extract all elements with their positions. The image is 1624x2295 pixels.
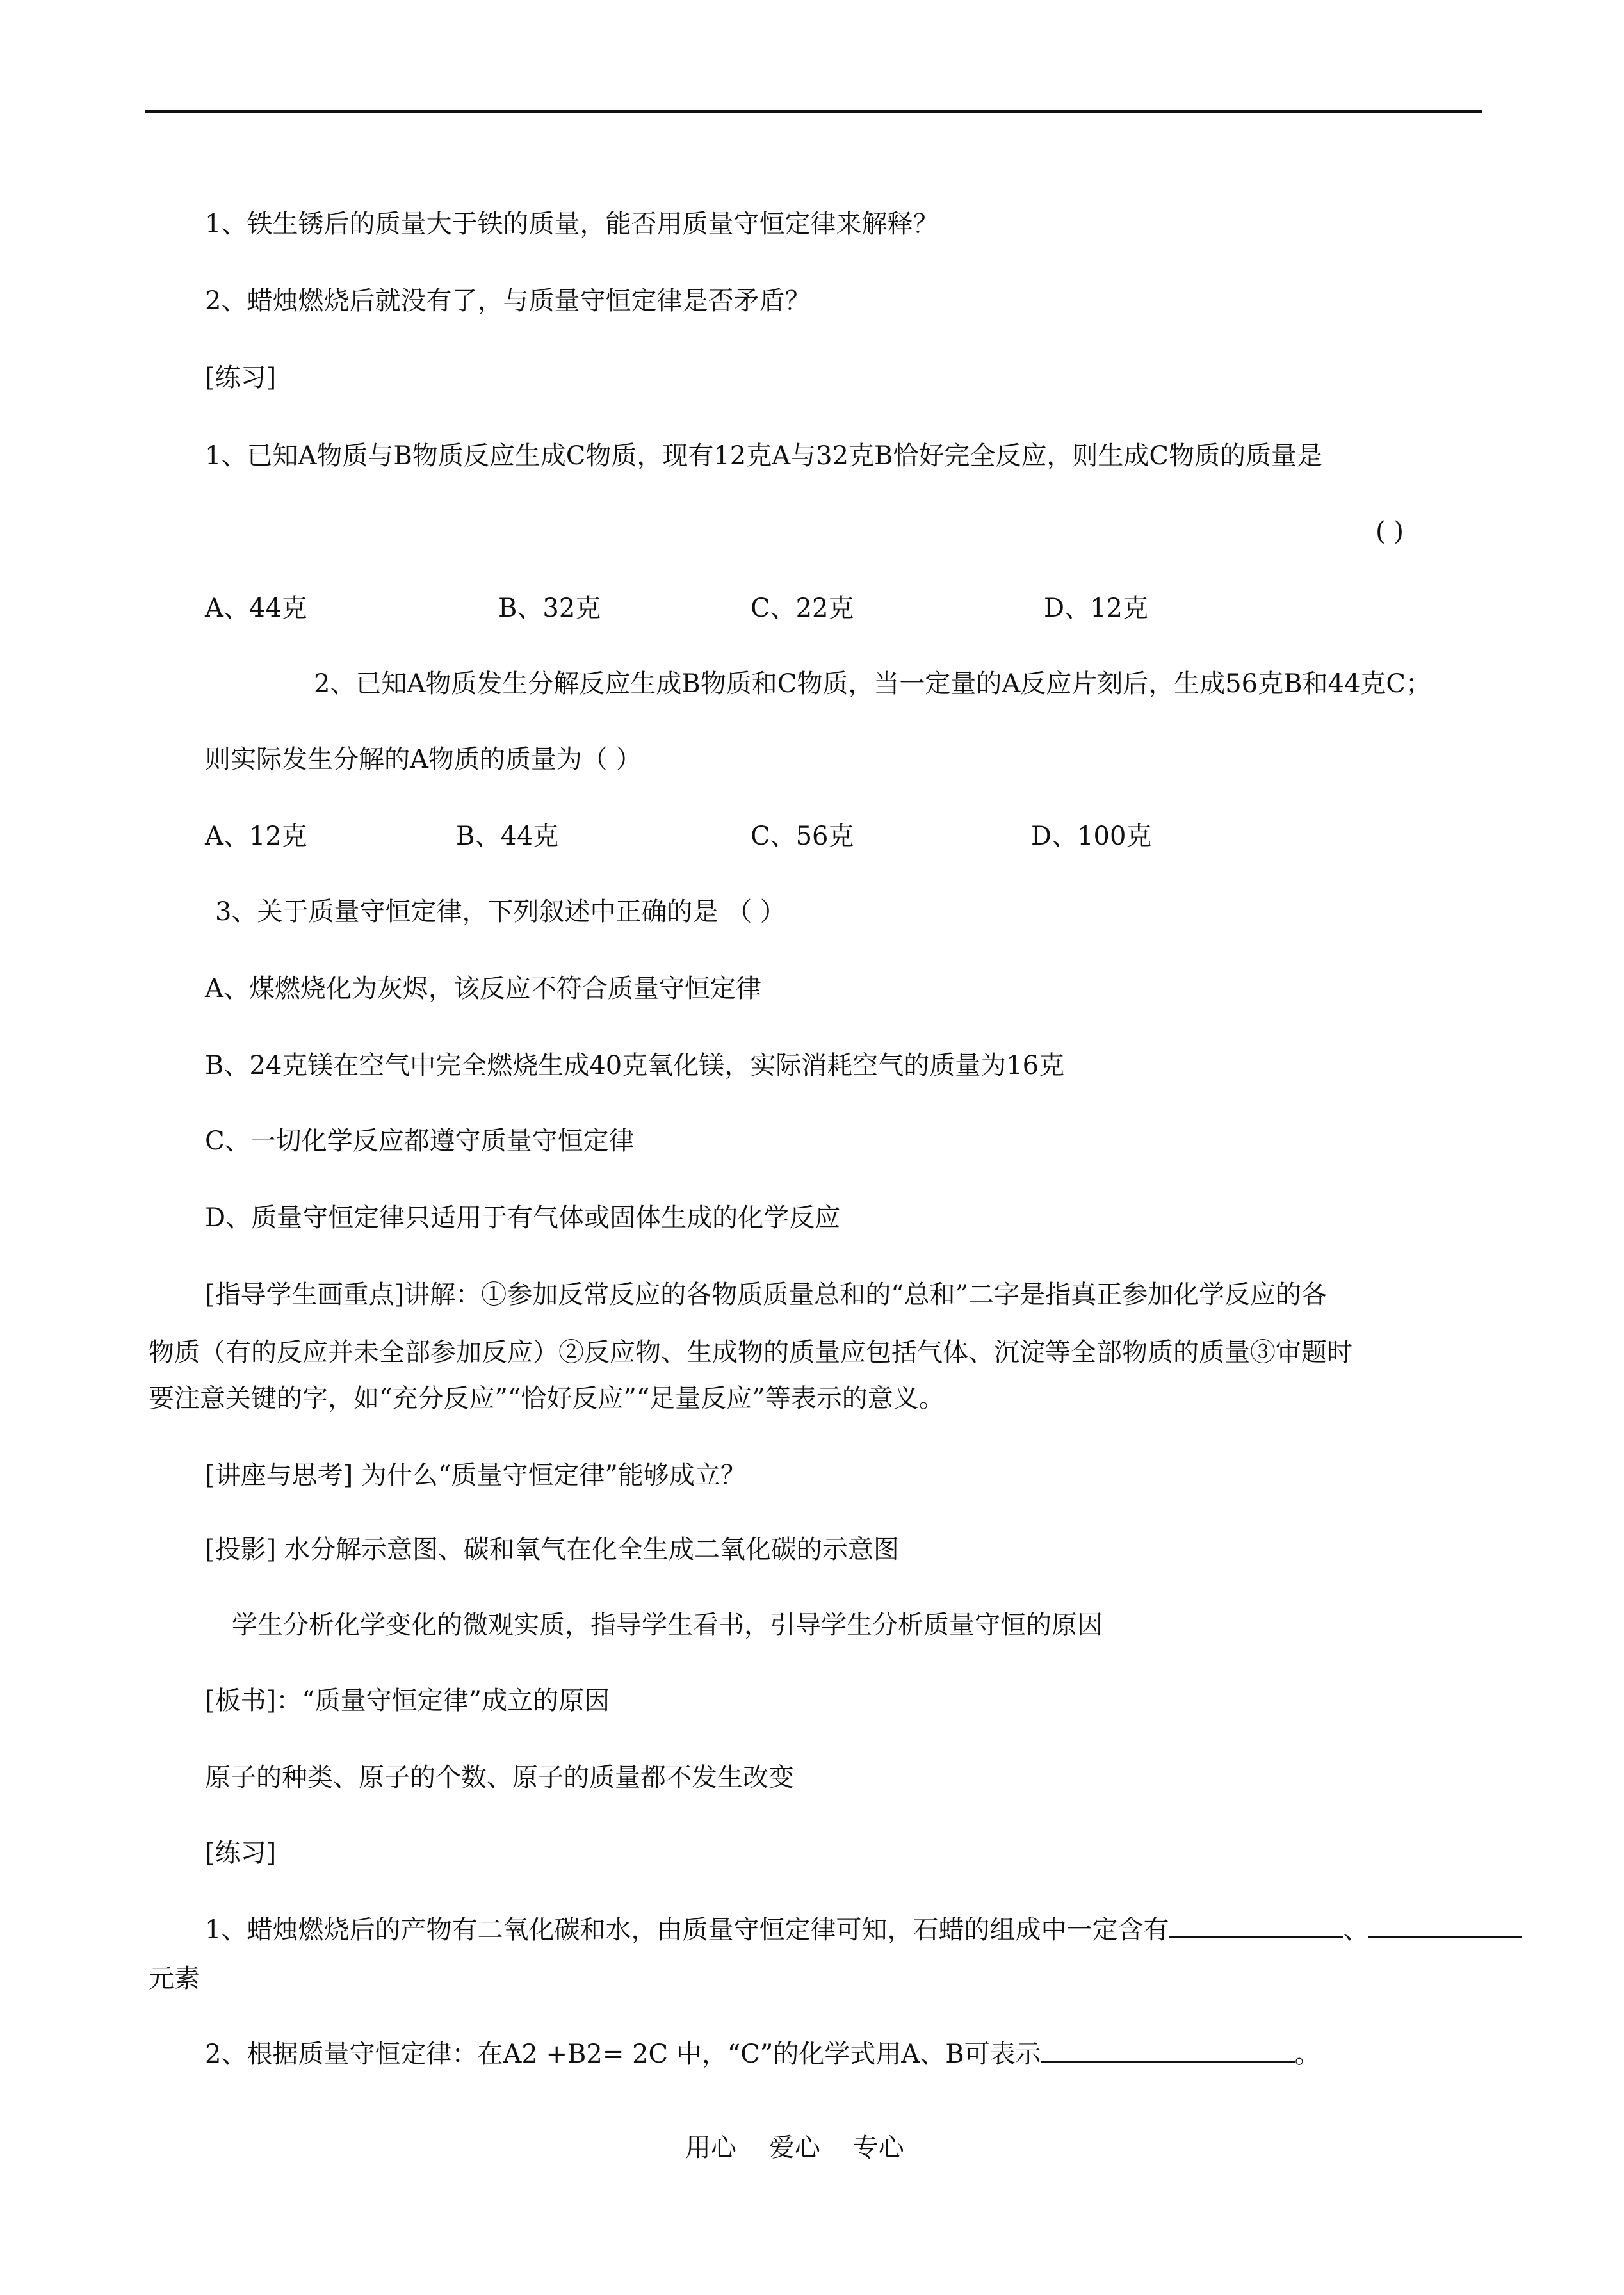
exercise-1-separator: 、 bbox=[1343, 1915, 1369, 1945]
practice-1-stem: 1、已知A物质与B物质反应生成C物质，现有12克A与32克B恰好完全反应，则生成C物质的质量是 bbox=[205, 441, 1323, 471]
guide-line-1: [指导学生画重点]讲解：①参加反常反应的各物质质量总和的“总和”二字是指真正参加化学反应的各 bbox=[205, 1280, 1328, 1310]
lecture-question: [讲座与思考] 为什么“质量守恒定律”能够成立？ bbox=[205, 1461, 746, 1490]
page-footer: 用心 爱心 专心 bbox=[685, 2133, 904, 2162]
exercise-1-tail: 元素 bbox=[149, 1964, 200, 1993]
practice-3-option-c: C、一切化学反应都遵守质量守恒定律 bbox=[205, 1126, 635, 1156]
option-b: B、44克 bbox=[456, 822, 559, 851]
answer-blank[interactable] bbox=[1169, 1915, 1343, 1938]
option-a: A、44克 bbox=[205, 594, 307, 623]
header-rule bbox=[145, 110, 1482, 113]
guide-line-2: 物质（有的反应并未全部参加反应）②反应物、生成物的质量应包括气体、沉淀等全部物质的质量③审题时 bbox=[149, 1338, 1352, 1367]
practice-3-stem: 3、关于质量守恒定律，下列叙述中正确的是 （ ） bbox=[215, 897, 786, 927]
practice-3-option-b: B、24克镁在空气中完全燃烧生成40克氧化镁，实际消耗空气的质量为16克 bbox=[205, 1051, 1065, 1080]
option-b: B、32克 bbox=[498, 594, 601, 623]
practice-3-option-a: A、煤燃烧化为灰烬，该反应不符合质量守恒定律 bbox=[205, 974, 761, 1003]
student-activity: 学生分析化学变化的微观实质，指导学生看书，引导学生分析质量守恒的原因 bbox=[232, 1610, 1103, 1640]
exercise-2-text: 2、根据质量守恒定律：在A2 +B2= 2C 中，“C”的化学式用A、B可表示 bbox=[205, 2040, 1041, 2069]
projection-note: [投影] 水分解示意图、碳和氧气在化全生成二氧化碳的示意图 bbox=[205, 1535, 899, 1564]
practice-heading: [练习] bbox=[205, 363, 277, 393]
answer-blank[interactable] bbox=[1041, 2039, 1295, 2063]
practice-heading-2: [练习] bbox=[205, 1838, 277, 1868]
board-writing: [板书]：“质量守恒定律”成立的原因 bbox=[205, 1686, 610, 1715]
practice-2-stem-line1: 2、已知A物质发生分解反应生成B物质和C物质，当一定量的A反应片刻后，生成56克B和44克C； bbox=[314, 669, 1432, 699]
exercise-2-end: 。 bbox=[1294, 2040, 1320, 2069]
practice-2-stem-line2: 则实际发生分解的A物质的质量为（ ） bbox=[205, 745, 642, 774]
option-d: D、100克 bbox=[1031, 822, 1152, 851]
exercise-1-text: 1、蜡烛燃烧后的产物有二氧化碳和水，由质量守恒定律可知，石蜡的组成中一定含有 bbox=[205, 1915, 1169, 1945]
exercise-2-line bbox=[205, 2036, 1320, 2072]
answer-blank[interactable] bbox=[1368, 1915, 1522, 1938]
option-c: C、56克 bbox=[751, 822, 854, 851]
atoms-statement: 原子的种类、原子的个数、原子的质量都不发生改变 bbox=[205, 1763, 794, 1792]
exercise-1-line bbox=[205, 1912, 1522, 1948]
option-c: C、22克 bbox=[751, 594, 854, 623]
practice-1-answer-paren: ( ) bbox=[1376, 517, 1404, 546]
question-iron-rust: 1、铁生锈后的质量大于铁的质量，能否用质量守恒定律来解释？ bbox=[205, 209, 939, 239]
practice-3-option-d: D、质量守恒定律只适用于有气体或固体生成的化学反应 bbox=[205, 1203, 841, 1233]
guide-line-3: 要注意关键的字，如“充分反应”“恰好反应”“足量反应”等表示的意义。 bbox=[149, 1384, 945, 1413]
option-a: A、12克 bbox=[205, 822, 307, 851]
question-candle: 2、蜡烛燃烧后就没有了，与质量守恒定律是否矛盾？ bbox=[205, 286, 811, 316]
option-d: D、12克 bbox=[1044, 594, 1148, 623]
